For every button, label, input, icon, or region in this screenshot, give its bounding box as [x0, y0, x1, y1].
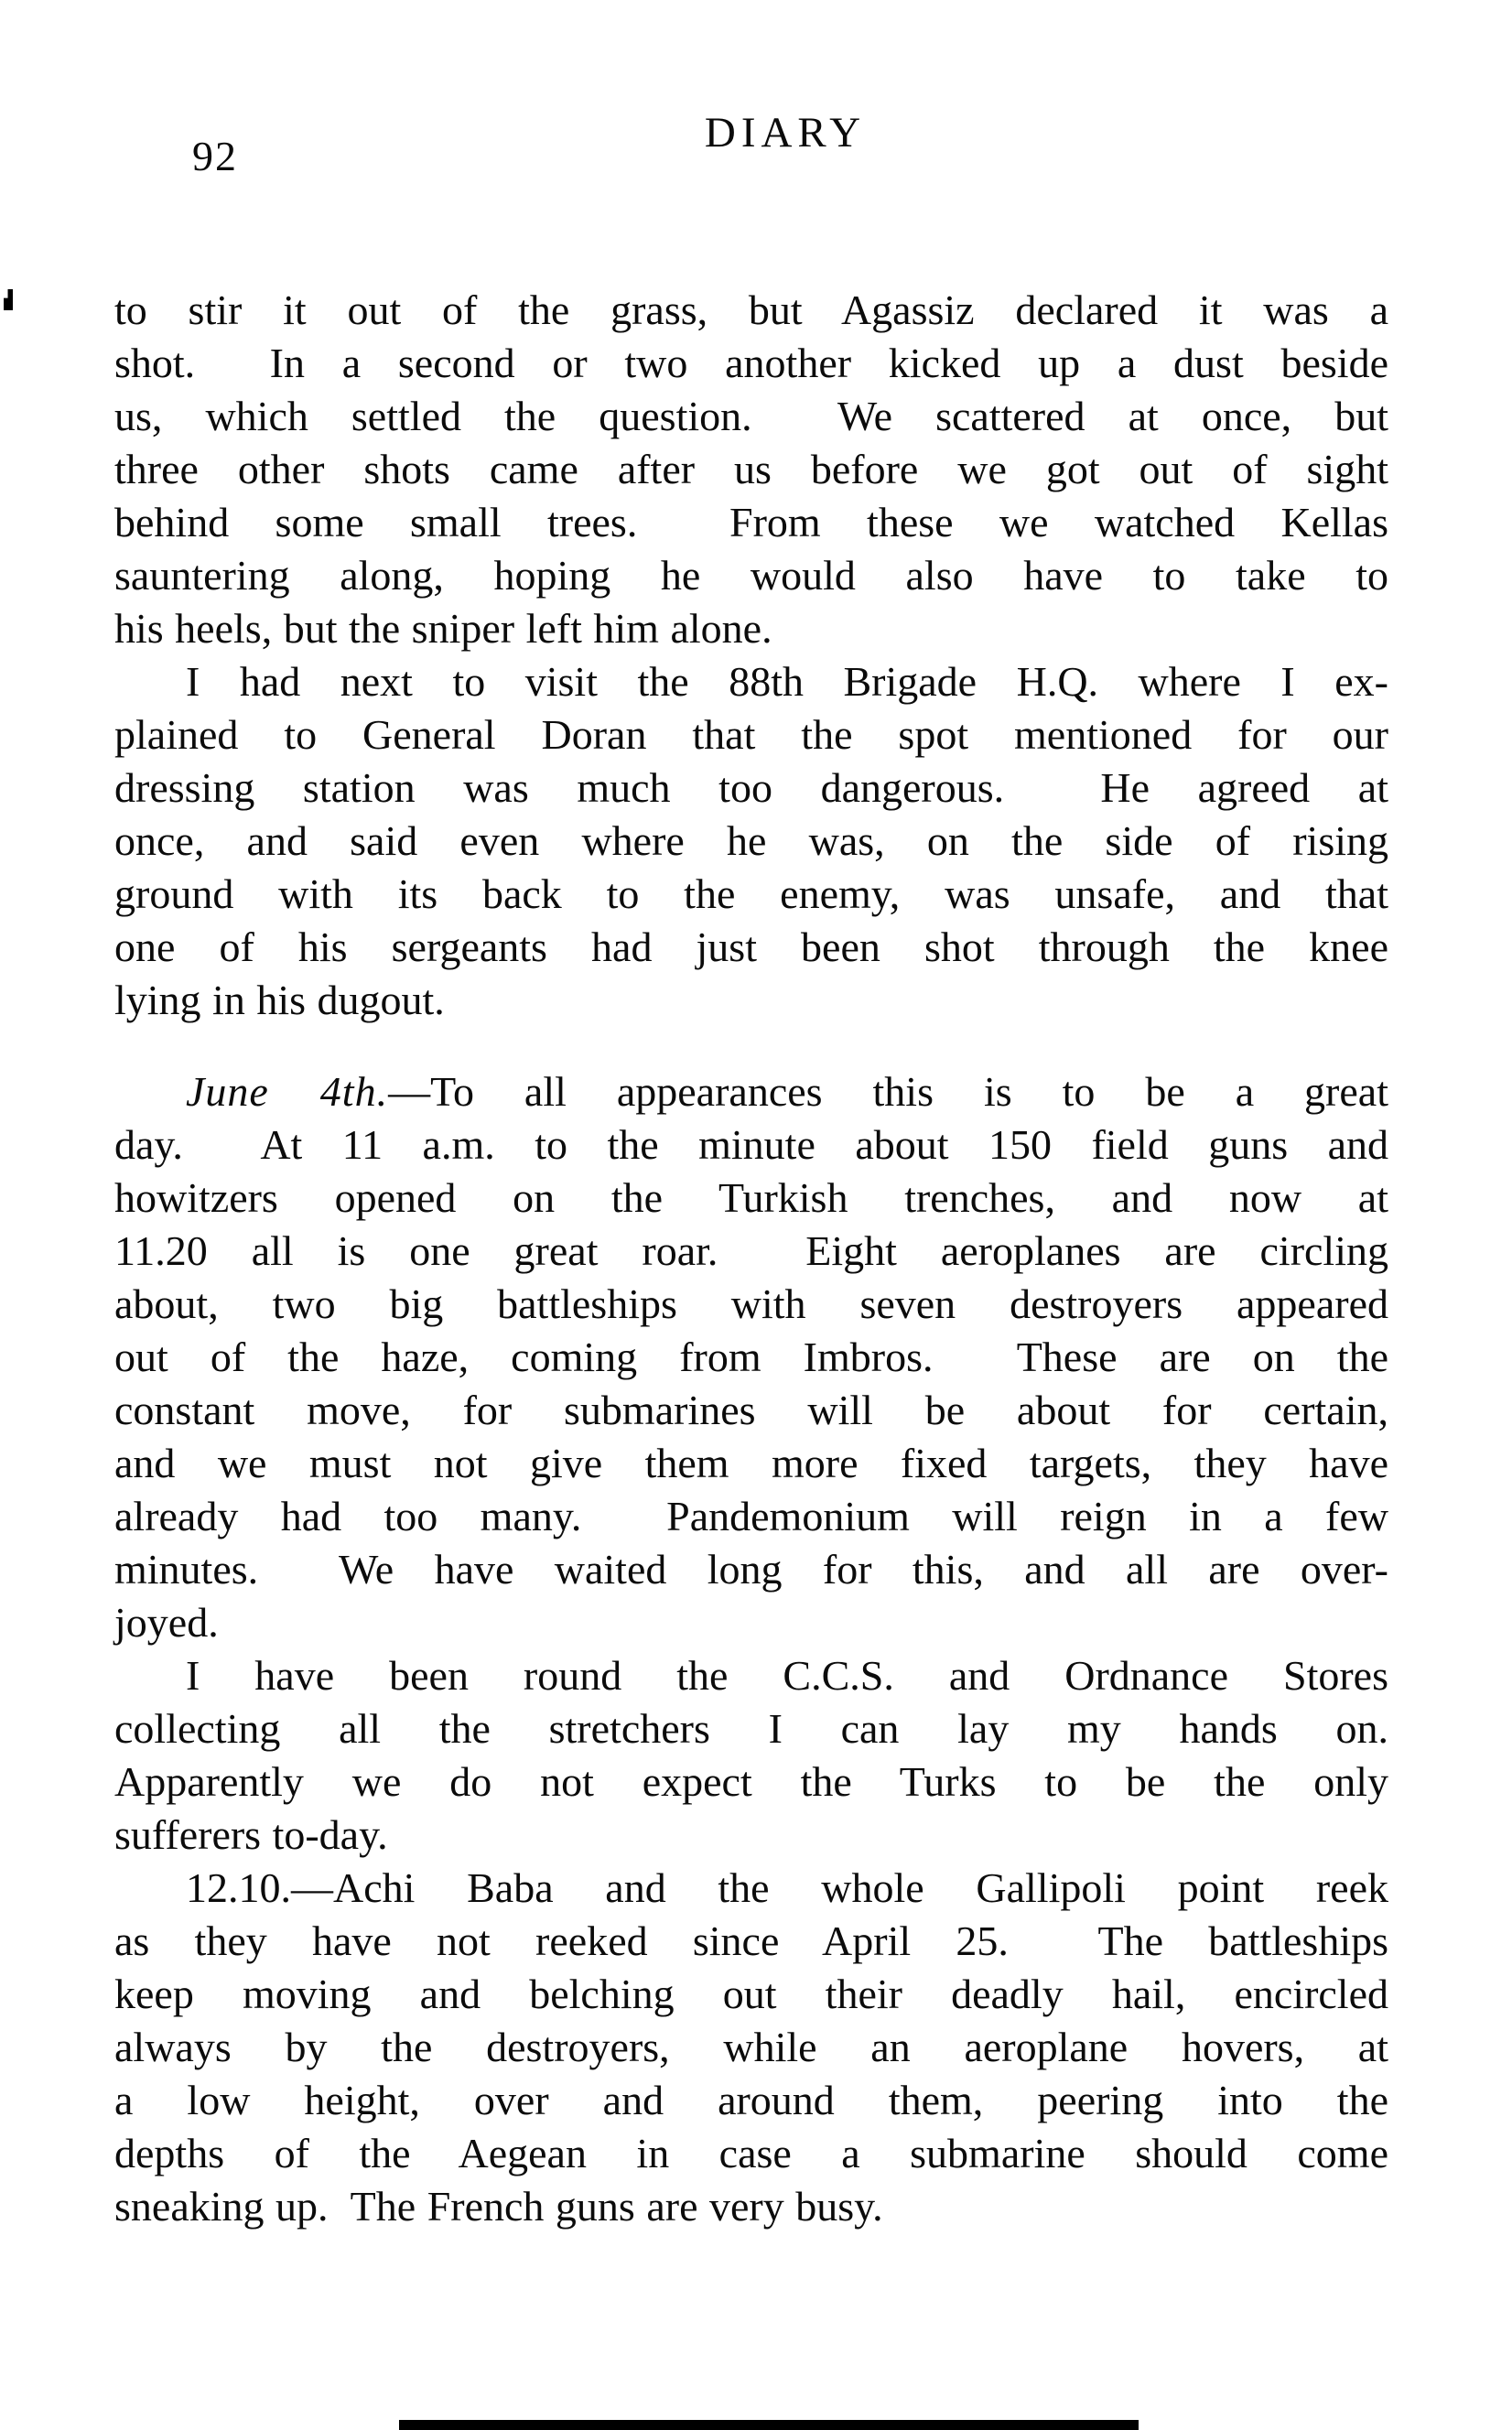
- text-line: us, which settled the question. We scattered at once, but: [114, 393, 1388, 439]
- text-line: once, and said even where he was, on the side of rising: [114, 817, 1388, 864]
- text-line: sneaking up. The French guns are very busy.: [114, 2183, 883, 2230]
- running-header: DIARY: [704, 109, 867, 157]
- scan-speck-artifact: [4, 289, 13, 310]
- text-line: depths of the Aegean in case a submarine should come: [114, 2130, 1388, 2176]
- text-line: his heels, but the sniper left him alone.: [114, 605, 772, 652]
- diary-date-italic: June 4th.: [186, 1068, 389, 1115]
- paragraph: [114, 1065, 1388, 1649]
- text-line: June 4th.—To all appearances this is to be a great: [186, 1068, 1388, 1115]
- text-line: lying in his dugout.: [114, 977, 445, 1023]
- text-line: Apparently we do not expect the Turks to be the only: [114, 1758, 1388, 1805]
- text-line: as they have not reeked since April 25. The battleships: [114, 1917, 1388, 1964]
- text-line: always by the destroyers, while an aeroplane hovers, at: [114, 2024, 1388, 2070]
- text-line: out of the haze, coming from Imbros. These are on the: [114, 1334, 1388, 1380]
- text-line: joyed.: [114, 1599, 219, 1646]
- text-line: behind some small trees. From these we watched Kellas: [114, 499, 1388, 545]
- text-line: ground with its back to the enemy, was unsafe, and that: [114, 870, 1388, 917]
- text-line: 11.20 all is one great roar. Eight aeroplanes are circling: [114, 1227, 1388, 1274]
- paragraph: [114, 1862, 1388, 2233]
- text-line: keep moving and belching out their deadly hail, encircled: [114, 1971, 1388, 2017]
- text-line: shot. In a second or two another kicked up a dust beside: [114, 340, 1388, 386]
- text-line: already had too many. Pandemonium will reign in a few: [114, 1493, 1388, 1539]
- text-line: sauntering along, hoping he would also have to take to: [114, 552, 1388, 599]
- text-line: sufferers to-day.: [114, 1811, 388, 1858]
- text-line: day. At 11 a.m. to the minute about 150 field guns and: [114, 1121, 1388, 1168]
- page-number: 92: [192, 133, 238, 179]
- text-line: about, two big battleships with seven destroyers appeared: [114, 1280, 1388, 1327]
- text-line: and we must not give them more fixed targets, they have: [114, 1440, 1388, 1486]
- paragraph: [114, 284, 1388, 655]
- paragraph: [114, 655, 1388, 1027]
- text-line: minutes. We have waited long for this, and all are over-: [114, 1546, 1388, 1593]
- text-line: collecting all the stretchers I can lay my hands on.: [114, 1705, 1388, 1752]
- paragraph: [114, 1649, 1388, 1862]
- text-line: howitzers opened on the Turkish trenches, and now at: [114, 1174, 1388, 1221]
- text-line: plained to General Doran that the spot mentioned for our: [114, 711, 1388, 758]
- text-line: 12.10.—Achi Baba and the whole Gallipoli point reek: [186, 1864, 1388, 1911]
- text-line: one of his sergeants had just been shot through the knee: [114, 923, 1388, 970]
- text-line: constant move, for submarines will be about for certain,: [114, 1387, 1388, 1433]
- text-line: three other shots came after us before we got out of sight: [114, 446, 1388, 492]
- text-body: [114, 284, 1388, 2233]
- scan-edge-artifact-bar: [399, 2420, 1139, 2430]
- text-line: a low height, over and around them, peering into the: [114, 2077, 1388, 2123]
- text-line: I have been round the C.C.S. and Ordnance Stores: [186, 1652, 1388, 1699]
- text-line: to stir it out of the grass, but Agassiz declared it was a: [114, 286, 1388, 333]
- text-line: I had next to visit the 88th Brigade H.Q. where I ex-: [186, 658, 1388, 705]
- text-line: dressing station was much too dangerous. He agreed at: [114, 764, 1388, 811]
